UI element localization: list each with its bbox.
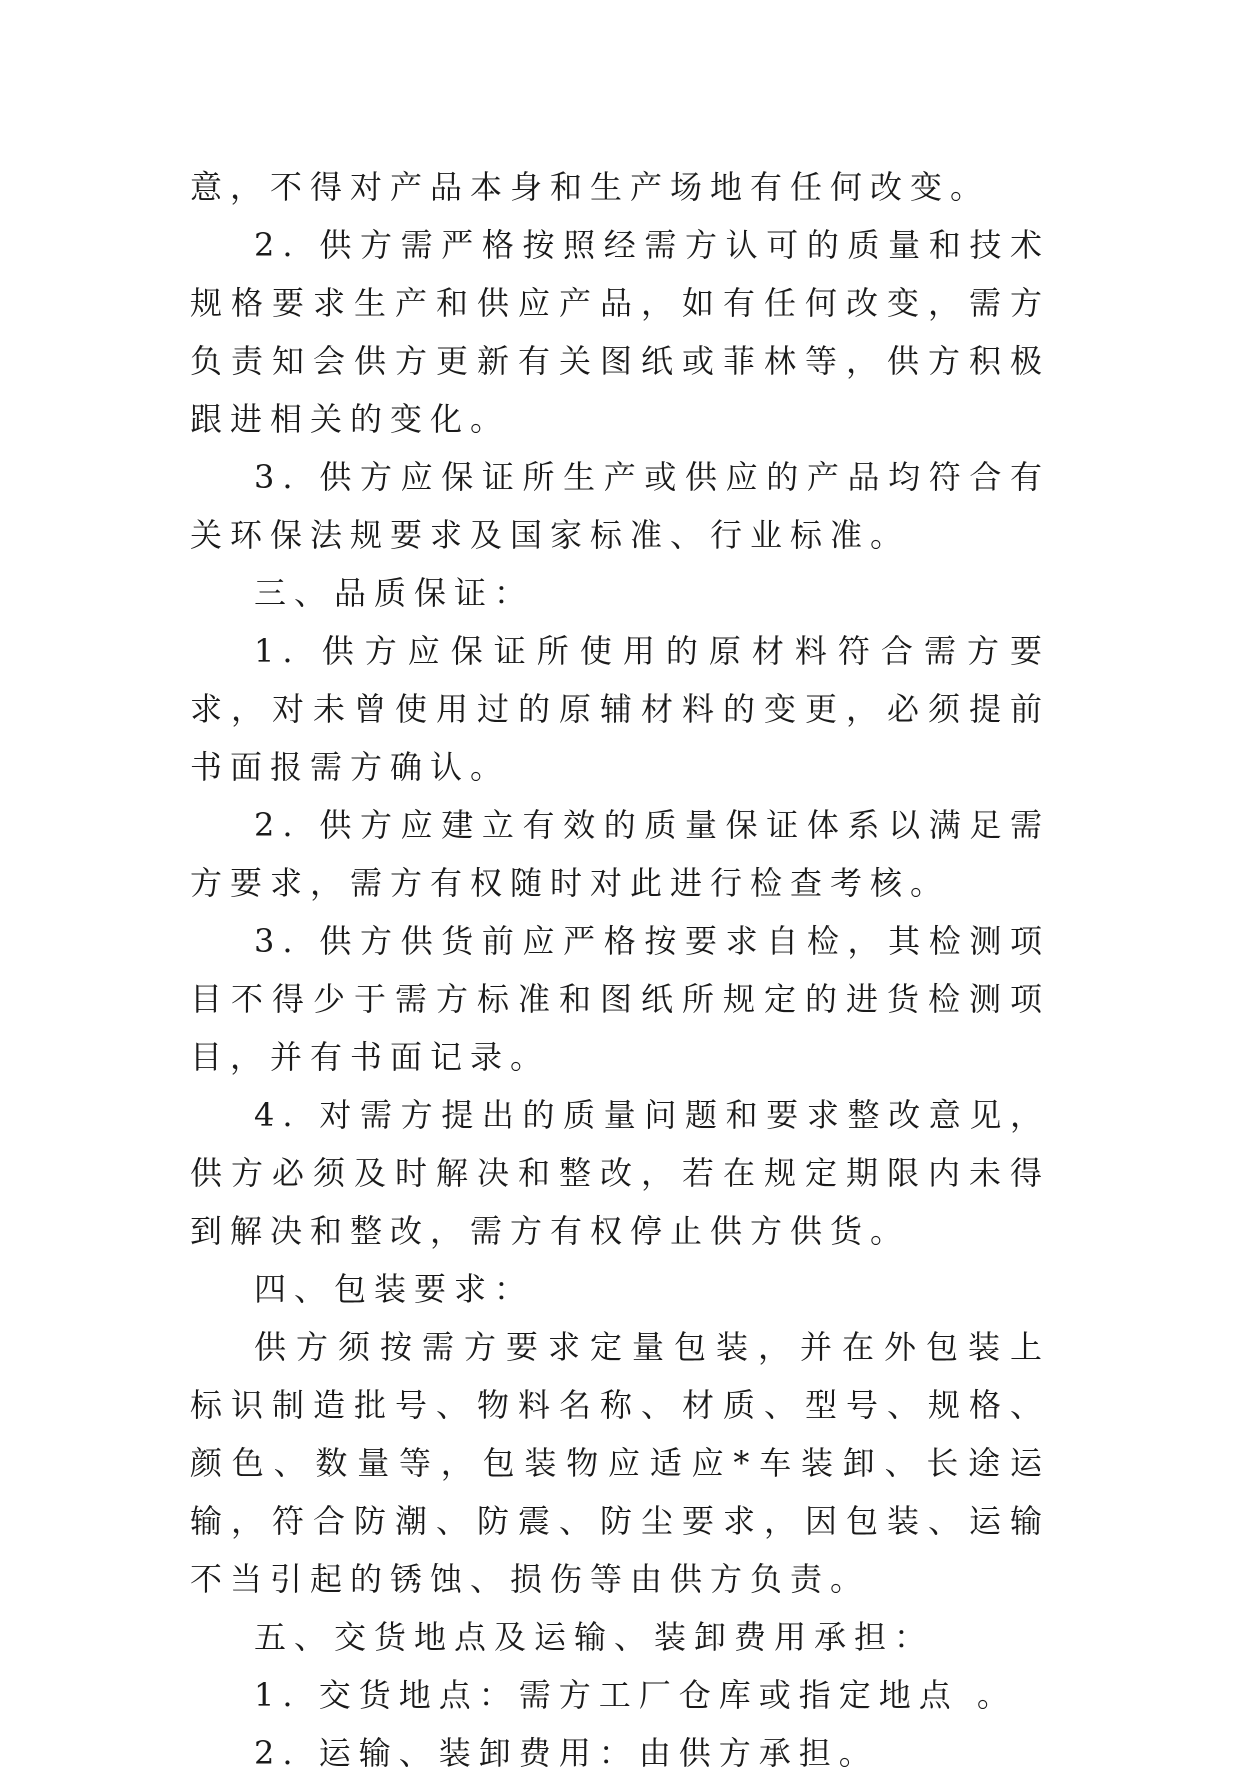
paragraph-3-2: 2. 供方应建立有效的质量保证体系以满足需方要求，需方有权随时对此进行检查考核。 [190, 806, 1050, 902]
paragraph-5-2: 2. 运输、装卸费用：由供方承担。 [254, 1734, 879, 1772]
paragraph-4: 供方须按需方要求定量包装，并在外包装上标识制造批号、物料名称、材质、型号、规格、颜色、数量等，包装物应适应*车装卸、长途运输，符合防潮、防震、防尘要求，因包装、运输不当引起的锈蚀、损伤等由供方负责。 [190, 1328, 1050, 1598]
section-heading-delivery: 五、交货地点及运输、装卸费用承担： [254, 1618, 935, 1656]
section-heading-quality: 三、品质保证： [254, 574, 535, 612]
paragraph-2-3: 3. 供方应保证所生产或供应的产品均符合有关环保法规要求及国家标准、行业标准。 [190, 458, 1050, 554]
paragraph-5-1: 1. 交货地点：需方工厂仓库或指定地点 。 [254, 1676, 1017, 1714]
paragraph-2-2: 2. 供方需严格按照经需方认可的质量和技术规格要求生产和供应产品，如有任何改变，需方负责知会供方更新有关图纸或菲林等，供方积极跟进相关的变化。 [190, 226, 1050, 438]
paragraph-3-1: 1. 供方应保证所使用的原材料符合需方要求，对未曾使用过的原辅材料的变更，必须提前书面报需方确认。 [190, 632, 1050, 786]
paragraph-3-3: 3. 供方供货前应严格按要求自检，其检测项目不得少于需方标准和图纸所规定的进货检测项目，并有书面记录。 [190, 922, 1050, 1076]
paragraph-3-4: 4. 对需方提出的质量问题和要求整改意见，供方必须及时解决和整改，若在规定期限内未得到解决和整改，需方有权停止供方供货。 [190, 1096, 1050, 1250]
document-page [190, 158, 1050, 1782]
section-heading-packaging: 四、包装要求： [254, 1270, 535, 1308]
paragraph-continuation: 意，不得对产品本身和生产场地有任何改变。 [190, 168, 991, 206]
